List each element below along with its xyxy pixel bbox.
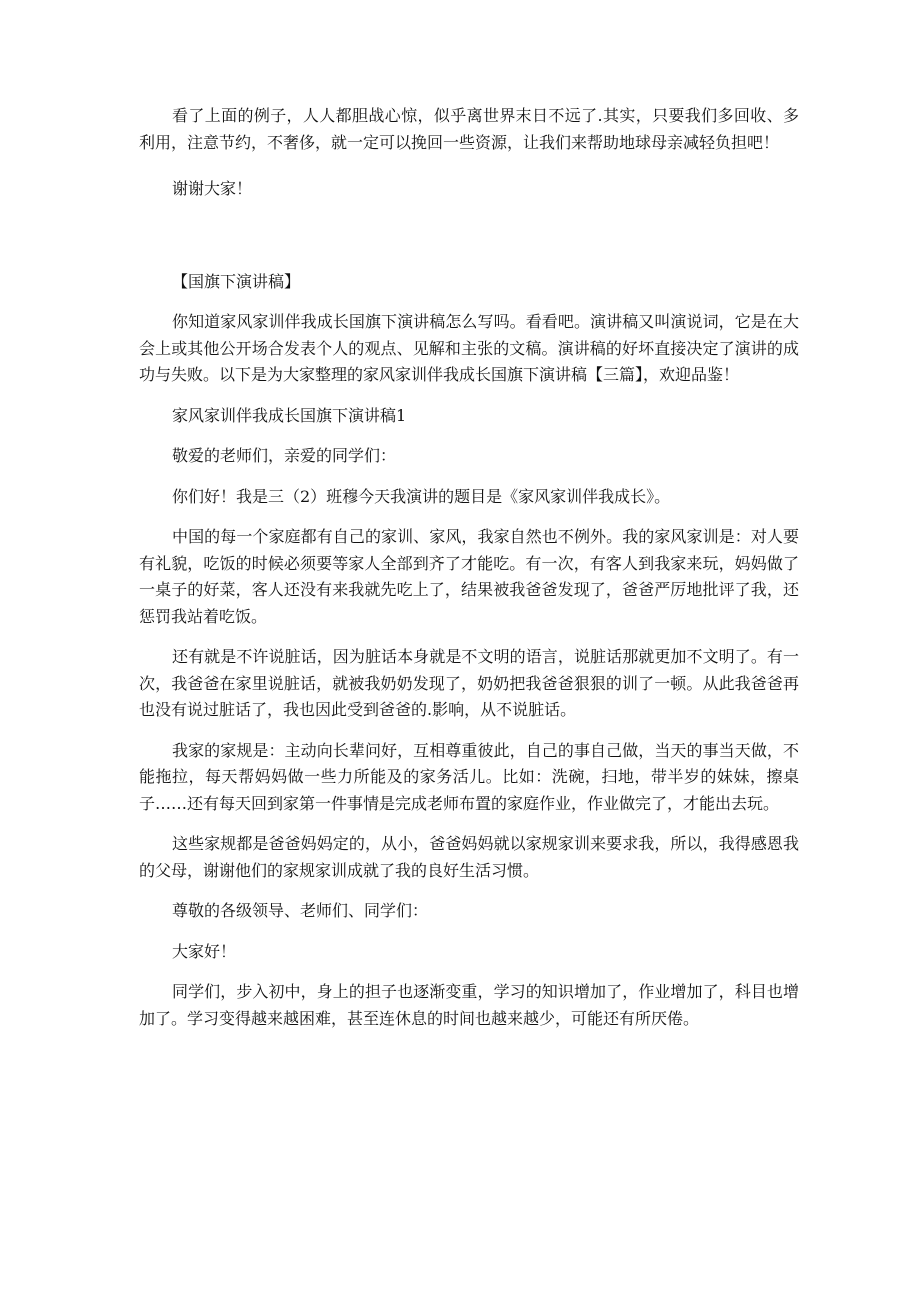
section-heading: 【国旗下演讲稿】 — [172, 271, 301, 291]
thanks-line: 谢谢大家！ — [172, 179, 253, 198]
salutation: 尊敬的各级领导、老师们、同学们： — [172, 901, 429, 920]
greeting-line: 你们好！我是三（2）班穆今天我演讲的题目是《家风家训伴我成长》。 — [172, 486, 671, 506]
body-paragraph: 这些家规都是爸爸妈妈定的，从小，爸爸妈妈就以家规家训来要求我，所以，我得感恩我的父母，谢谢他们的家规家训成就了我的良好生活习惯。 — [139, 834, 799, 880]
intro-paragraph: 你知道家风家训伴我成长国旗下演讲稿怎么写吗。看看吧。演讲稿又叫演说词，它是在大会上或其他公开场合发表个人的观点、见解和主张的文稿。演讲稿的好坏直接决定了演讲的成功与失败。以下是为大家整理的家风家训伴我成长国旗下演讲稿【三篇】，欢迎品鉴！ — [139, 312, 799, 384]
body-paragraph: 中国的每一个家庭都有自己的家训、家风，我家自然也不例外。我的家风家训是：对人要有礼貌，吃饭的时候必须要等家人全部到齐了才能吃。有一次，有客人到我家来玩，妈妈做了一桌子的好菜，客人还没有来我就先吃上了，结果被我爸爸发现了，爸爸严厉地批评了我，还惩罚我站着吃饭。 — [139, 527, 799, 626]
speech-title: 家风家训伴我成长国旗下演讲稿1 — [172, 405, 407, 425]
body-paragraph: 我家的家规是：主动向长辈问好，互相尊重彼此，自己的事自己做，当天的事当天做，不能拖拉，每天帮妈妈做一些力所能及的家务活儿。比如：洗碗，扫地，带半岁的妹妹，擦桌子……还有每天回到家第一件事情是完成老师布置的家庭作业，作业做完了，才能出去玩。 — [139, 740, 799, 813]
body-paragraph: 同学们，步入初中，身上的担子也逐渐变重，学习的知识增加了，作业增加了，科目也增加了。学习变得越来越困难，甚至连休息的时间也越来越少，可能还有所厌倦。 — [139, 982, 799, 1028]
closing-paragraph: 看了上面的例子，人人都胆战心惊，似乎离世界末日不远了.其实，只要我们多回收、多利用，注意节约，不奢侈，就一定可以挽回一些资源，让我们来帮助地球母亲减轻负担吧！ — [139, 106, 799, 152]
greeting-line: 大家好！ — [172, 941, 237, 961]
body-paragraph: 还有就是不许说脏话，因为脏话本身就是不文明的语言，说脏话那就更加不文明了。有一次，我爸爸在家里说脏话，就被我奶奶发现了，奶奶把我爸爸狠狠的训了一顿。从此我爸爸再也没有说过脏话了，我也因此受到爸爸的.影响，从不说脏话。 — [139, 647, 799, 719]
document-body — [139, 103, 799, 1032]
salutation: 敬爱的老师们，亲爱的同学们： — [172, 446, 397, 465]
